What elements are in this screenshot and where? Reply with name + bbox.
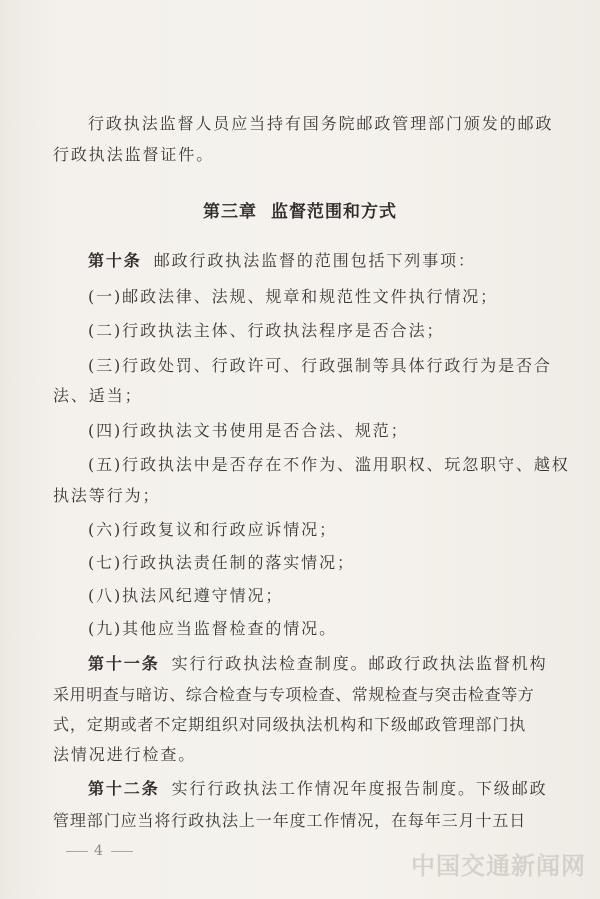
article-10-item-5: (五)行政执法中是否存在不作为、滥用职权、玩忽职守、越权 — [88, 455, 570, 474]
article-11-text: 实行行政执法检查制度。邮政行政执法监督机构 — [171, 654, 548, 673]
intro-line-2: 行政执法监督证件。 — [53, 145, 215, 164]
article-10-item-9: (九)其他应当监督检查的情况。 — [88, 619, 337, 638]
chapter-number: 第三章 — [203, 202, 257, 222]
article-10-item-5-cont: 执法等行为； — [53, 486, 161, 505]
article-10-item-6: (六)行政复议和行政应诉情况； — [88, 520, 337, 539]
article-12-text: 实行行政执法工作情况年度报告制度。下级邮政 — [171, 779, 548, 798]
article-10-label: 第十条 — [88, 251, 142, 270]
article-10-item-4: (四)行政执法文书使用是否合法、规范； — [88, 421, 409, 440]
article-11-line-4: 法情况进行检查。 — [53, 745, 197, 764]
article-10-line — [88, 251, 476, 271]
chapter-title: 监督范围和方式 — [271, 202, 397, 222]
page-number-dash-right — [111, 851, 133, 852]
article-10-item-2: (二)行政执法主体、行政执法程序是否合法； — [88, 321, 445, 340]
article-11-line-2: 采用明查与暗访、综合检查与专项检查、常规检查与突击检查等方 — [53, 685, 535, 704]
intro-line-1: 行政执法监督人员应当持有国务院邮政管理部门颁发的邮政 — [88, 114, 554, 133]
watermark: 中国交通新闻网 — [411, 852, 586, 880]
chapter-heading — [0, 201, 600, 223]
article-12-line-2: 管理部门应当将行政执法上一年度工作情况，在每年三月十五日 — [53, 811, 527, 830]
page-number-dash-left — [66, 851, 88, 852]
article-11-line-3: 式，定期或者不定期组织对同级执法机构和下级邮政管理部门执 — [53, 715, 527, 734]
article-12-line-1 — [88, 779, 548, 799]
article-10-item-3-cont: 法、适当； — [53, 386, 143, 405]
page-number — [60, 843, 139, 859]
article-10-item-7: (七)行政执法责任制的落实情况； — [88, 553, 355, 572]
article-11-line-1 — [88, 654, 548, 674]
article-11-label: 第十一条 — [88, 654, 160, 673]
article-10-item-1: (一)邮政法律、法规、规章和规范性文件执行情况； — [88, 287, 499, 306]
article-10-text: 邮政行政执法监督的范围包括下列事项： — [153, 251, 476, 270]
article-12-label: 第十二条 — [88, 779, 160, 798]
article-10-item-3: (三)行政处罚、行政许可、行政强制等具体行政行为是否合 — [88, 356, 552, 375]
page-number-value: 4 — [94, 843, 105, 859]
article-10-item-8: (八)执法风纪遵守情况； — [88, 586, 284, 605]
